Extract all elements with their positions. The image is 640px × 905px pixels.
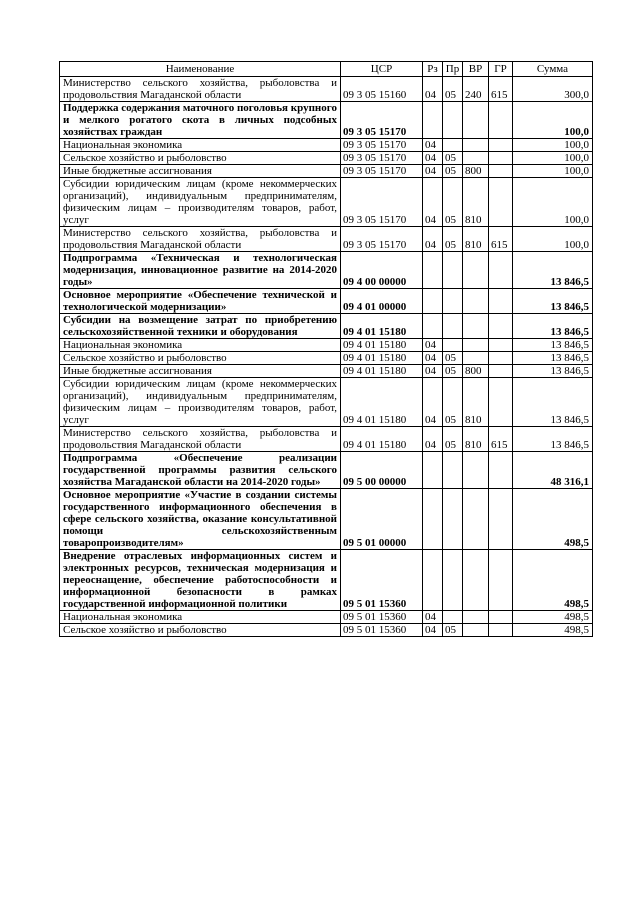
cell-name: Иные бюджетные ассигнования [60,365,341,378]
cell-sum: 100,0 [513,152,593,165]
table-row [60,165,593,178]
cell-csr: 09 4 01 00000 [341,289,423,314]
cell-pr: 05 [443,624,463,637]
cell-pr: 05 [443,427,463,452]
cell-rz [423,452,443,489]
cell-vr [463,550,489,611]
table-header [60,62,593,77]
header-rz: Рз [423,62,443,77]
cell-csr: 09 3 05 15170 [341,139,423,152]
cell-rz: 04 [423,365,443,378]
cell-gr: 615 [489,227,513,252]
cell-pr [443,339,463,352]
cell-csr: 09 4 01 15180 [341,378,423,427]
cell-csr: 09 5 01 15360 [341,624,423,637]
cell-csr: 09 4 01 15180 [341,339,423,352]
cell-name: Подпрограмма «Обеспечение реализации государственной программы развития сельского хозяйства Магаданской области на 2014-2020 годы» [60,452,341,489]
header-vr: ВР [463,62,489,77]
cell-csr: 09 4 01 15180 [341,427,423,452]
cell-vr: 240 [463,77,489,102]
table-row [60,102,593,139]
table-row [60,252,593,289]
cell-pr [443,102,463,139]
cell-pr [443,611,463,624]
cell-rz: 04 [423,152,443,165]
cell-pr: 05 [443,227,463,252]
cell-rz: 04 [423,427,443,452]
cell-sum: 13 846,5 [513,314,593,339]
cell-vr [463,152,489,165]
table-row [60,77,593,102]
cell-gr [489,165,513,178]
cell-rz [423,102,443,139]
cell-rz [423,550,443,611]
cell-gr [489,178,513,227]
cell-csr: 09 5 01 15360 [341,550,423,611]
cell-name: Министерство сельского хозяйства, рыболовства и продовольствия Магаданской области [60,427,341,452]
cell-pr [443,252,463,289]
budget-table [59,61,593,637]
cell-vr [463,314,489,339]
cell-vr: 810 [463,427,489,452]
cell-csr: 09 3 05 15170 [341,102,423,139]
cell-name: Сельское хозяйство и рыболовство [60,624,341,637]
cell-vr [463,624,489,637]
cell-csr: 09 5 01 00000 [341,489,423,550]
cell-gr [489,102,513,139]
cell-vr: 810 [463,227,489,252]
cell-pr: 05 [443,152,463,165]
cell-gr [489,139,513,152]
cell-gr [489,339,513,352]
cell-csr: 09 4 01 15180 [341,314,423,339]
cell-sum: 13 846,5 [513,289,593,314]
cell-rz: 04 [423,352,443,365]
table-row [60,289,593,314]
table-row [60,314,593,339]
cell-name: Субсидии юридическим лицам (кроме некоммерческих организаций), индивидуальным предпринимателям, физическим лицам – производителям товаров, работ, услуг [60,378,341,427]
cell-gr [489,352,513,365]
cell-csr: 09 3 05 15170 [341,165,423,178]
cell-rz: 04 [423,378,443,427]
cell-gr [489,624,513,637]
cell-pr [443,289,463,314]
cell-name: Основное мероприятие «Обеспечение технической и технологической модернизации» [60,289,341,314]
cell-rz: 04 [423,165,443,178]
cell-sum: 13 846,5 [513,352,593,365]
cell-csr: 09 3 05 15170 [341,152,423,165]
cell-sum: 13 846,5 [513,365,593,378]
cell-name: Подпрограмма «Техническая и технологическая модернизация, инновационное развитие на 2014-2020 годы» [60,252,341,289]
header-sum: Сумма [513,62,593,77]
cell-sum: 100,0 [513,178,593,227]
cell-sum: 498,5 [513,611,593,624]
cell-csr: 09 5 01 15360 [341,611,423,624]
cell-name: Поддержка содержания маточного поголовья крупного и мелкого рогатого скота в личных подсобных хозяйствах граждан [60,102,341,139]
cell-sum: 13 846,5 [513,339,593,352]
cell-pr: 05 [443,165,463,178]
cell-sum: 300,0 [513,77,593,102]
cell-rz [423,489,443,550]
cell-sum: 498,5 [513,624,593,637]
cell-vr [463,252,489,289]
header-pr: Пр [443,62,463,77]
table-row [60,452,593,489]
cell-sum: 13 846,5 [513,252,593,289]
cell-gr [489,289,513,314]
cell-name: Министерство сельского хозяйства, рыболовства и продовольствия Магаданской области [60,77,341,102]
table-row [60,352,593,365]
cell-vr: 810 [463,378,489,427]
cell-vr [463,452,489,489]
header-csr: ЦСР [341,62,423,77]
table-row [60,152,593,165]
cell-rz [423,252,443,289]
cell-name: Внедрение отраслевых информационных систем и электронных ресурсов, техническая модернизация и переоснащение, обеспечение работоспособности и информационной безопасности в рамках государственной информационной политики [60,550,341,611]
cell-gr [489,489,513,550]
cell-sum: 100,0 [513,227,593,252]
cell-pr: 05 [443,178,463,227]
cell-sum: 100,0 [513,139,593,152]
cell-gr [489,452,513,489]
cell-gr [489,611,513,624]
cell-name: Национальная экономика [60,611,341,624]
cell-vr [463,611,489,624]
table-row [60,550,593,611]
cell-gr [489,314,513,339]
cell-name: Субсидии юридическим лицам (кроме некоммерческих организаций), индивидуальным предпринимателям, физическим лицам – производителям товаров, работ, услуг [60,178,341,227]
cell-gr: 615 [489,77,513,102]
cell-vr [463,289,489,314]
cell-pr [443,550,463,611]
header-row [60,62,593,77]
cell-rz: 04 [423,139,443,152]
cell-csr: 09 3 05 15170 [341,178,423,227]
cell-gr [489,252,513,289]
cell-rz: 04 [423,227,443,252]
cell-csr: 09 5 00 00000 [341,452,423,489]
cell-name: Основное мероприятие «Участие в создании системы государственного информационного обеспечения в сфере сельского хозяйства, оказание консультативной помощи сельскохозяйственным товаропроизводителям» [60,489,341,550]
cell-pr: 05 [443,365,463,378]
cell-name: Национальная экономика [60,139,341,152]
cell-csr: 09 4 00 00000 [341,252,423,289]
table-row [60,139,593,152]
table-row [60,227,593,252]
cell-vr: 810 [463,178,489,227]
cell-name: Сельское хозяйство и рыболовство [60,152,341,165]
cell-vr: 800 [463,165,489,178]
cell-gr [489,365,513,378]
cell-gr [489,550,513,611]
cell-vr [463,102,489,139]
table-row [60,178,593,227]
header-gr: ГР [489,62,513,77]
cell-rz [423,314,443,339]
cell-rz: 04 [423,77,443,102]
cell-csr: 09 3 05 15160 [341,77,423,102]
cell-vr: 800 [463,365,489,378]
cell-csr: 09 3 05 15170 [341,227,423,252]
cell-rz: 04 [423,624,443,637]
cell-name: Национальная экономика [60,339,341,352]
cell-sum: 48 316,1 [513,452,593,489]
cell-name: Министерство сельского хозяйства, рыболовства и продовольствия Магаданской области [60,227,341,252]
table-row [60,611,593,624]
cell-sum: 100,0 [513,102,593,139]
cell-sum: 498,5 [513,550,593,611]
cell-rz: 04 [423,178,443,227]
table-row [60,339,593,352]
table-row [60,378,593,427]
cell-rz [423,289,443,314]
cell-pr [443,489,463,550]
cell-csr: 09 4 01 15180 [341,352,423,365]
cell-pr: 05 [443,352,463,365]
header-name: Наименование [60,62,341,77]
cell-pr [443,452,463,489]
table-row [60,427,593,452]
cell-rz: 04 [423,611,443,624]
cell-name: Иные бюджетные ассигнования [60,165,341,178]
cell-pr: 05 [443,77,463,102]
cell-pr [443,314,463,339]
cell-vr [463,339,489,352]
cell-vr [463,352,489,365]
cell-vr [463,489,489,550]
cell-pr [443,139,463,152]
cell-sum: 100,0 [513,165,593,178]
cell-sum: 13 846,5 [513,378,593,427]
cell-sum: 13 846,5 [513,427,593,452]
cell-gr: 615 [489,427,513,452]
cell-vr [463,139,489,152]
cell-rz: 04 [423,339,443,352]
cell-gr [489,152,513,165]
table-row [60,489,593,550]
table-row [60,624,593,637]
table-body [60,77,593,637]
cell-csr: 09 4 01 15180 [341,365,423,378]
cell-pr: 05 [443,378,463,427]
table-row [60,365,593,378]
cell-gr [489,378,513,427]
cell-name: Сельское хозяйство и рыболовство [60,352,341,365]
cell-name: Субсидии на возмещение затрат по приобретению сельскохозяйственной техники и оборудования [60,314,341,339]
cell-sum: 498,5 [513,489,593,550]
